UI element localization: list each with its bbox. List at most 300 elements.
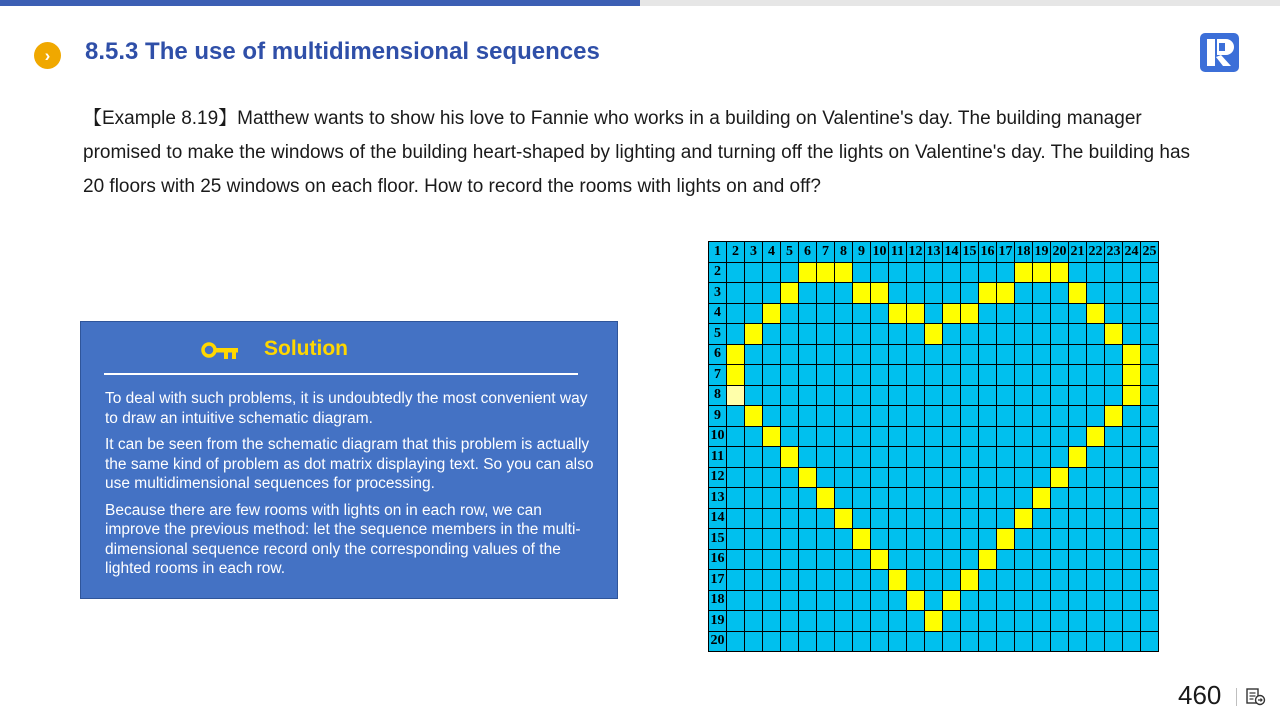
row-label: 18 [709,590,727,611]
window-off [907,262,925,283]
window-off [727,283,745,304]
window-off [817,611,835,632]
window-off [817,529,835,550]
window-lit [1123,344,1141,365]
window-off [1069,529,1087,550]
window-off [979,426,997,447]
window-lit [871,549,889,570]
window-off [871,406,889,427]
window-off [763,406,781,427]
window-lit [1015,262,1033,283]
window-off [1051,488,1069,509]
window-off [1105,529,1123,550]
raqsoft-logo [1199,32,1240,73]
window-off [1123,324,1141,345]
column-label: 24 [1123,242,1141,263]
window-off [1141,385,1159,406]
column-label: 1 [709,242,727,263]
window-off [1069,508,1087,529]
window-lit [745,406,763,427]
window-off [763,324,781,345]
column-label: 13 [925,242,943,263]
window-off [853,447,871,468]
window-off [907,385,925,406]
window-off [763,631,781,652]
window-off [1069,570,1087,591]
window-off [1051,611,1069,632]
window-lit [799,467,817,488]
window-off [943,508,961,529]
window-off [781,303,799,324]
chevron-right-icon: › [34,42,61,69]
window-lit [835,508,853,529]
grid-row [709,508,1159,529]
window-off [799,570,817,591]
window-off [1051,303,1069,324]
window-off [943,344,961,365]
window-off [1123,447,1141,468]
window-off [727,467,745,488]
solution-paragraph: It can be seen from the schematic diagram that this problem is actually the same kind of problem as dot matrix displaying text. So you can also use multidimensional sequences for processing. [105,436,594,492]
grid-row [709,262,1159,283]
window-off [1051,283,1069,304]
window-off [817,631,835,652]
window-off [745,570,763,591]
window-off [727,303,745,324]
window-off [1105,303,1123,324]
window-off [1015,488,1033,509]
window-off [961,283,979,304]
window-off [1105,467,1123,488]
progress-bar [0,0,1280,6]
window-off [979,303,997,324]
window-off [799,303,817,324]
window-off [961,447,979,468]
window-off [727,590,745,611]
row-label: 20 [709,631,727,652]
window-off [1051,549,1069,570]
window-off [1051,529,1069,550]
window-off [1141,508,1159,529]
window-off [907,406,925,427]
window-off [979,611,997,632]
window-off [1105,447,1123,468]
window-off [1123,283,1141,304]
grid-row [709,406,1159,427]
window-off [799,283,817,304]
window-off [889,324,907,345]
window-off [907,447,925,468]
column-label: 8 [835,242,853,263]
row-label: 3 [709,283,727,304]
window-off [799,324,817,345]
window-off [889,406,907,427]
window-lit [961,303,979,324]
window-off [1087,488,1105,509]
window-lit [1033,262,1051,283]
window-off [1033,447,1051,468]
grid-row [709,570,1159,591]
window-off [1087,590,1105,611]
window-off [961,426,979,447]
window-off [925,631,943,652]
window-off [997,590,1015,611]
window-off [1051,426,1069,447]
window-off [1069,426,1087,447]
grid-row [709,590,1159,611]
window-off [943,365,961,386]
window-off [727,488,745,509]
window-off [871,385,889,406]
window-off [925,283,943,304]
window-off [943,447,961,468]
window-off [1141,426,1159,447]
window-lit [763,426,781,447]
row-label: 14 [709,508,727,529]
window-off [1015,324,1033,345]
window-off [1087,365,1105,386]
window-off [1105,611,1123,632]
window-lit [817,262,835,283]
window-lit [1105,324,1123,345]
window-lit [961,570,979,591]
window-off [745,611,763,632]
window-off [1033,324,1051,345]
solution-paragraph: Because there are few rooms with lights on in each row, we can improve the previous method: let the sequence members in the multi-dimensional sequence record only the corresponding values of the lighted rooms in each row. [105,501,581,577]
window-off [745,488,763,509]
window-off [1141,262,1159,283]
window-off [979,467,997,488]
window-off [1051,365,1069,386]
window-off [1105,385,1123,406]
window-off [817,385,835,406]
window-lit [835,262,853,283]
window-off [925,447,943,468]
window-off [997,385,1015,406]
row-label: 2 [709,262,727,283]
window-off [925,426,943,447]
row-label: 10 [709,426,727,447]
window-off [853,631,871,652]
window-off [799,508,817,529]
window-off [871,529,889,550]
window-grid [708,241,1159,652]
window-off [871,611,889,632]
window-off [835,467,853,488]
grid-row [709,283,1159,304]
window-off [835,529,853,550]
window-off [1015,365,1033,386]
window-off [943,467,961,488]
column-label: 18 [1015,242,1033,263]
window-off [763,590,781,611]
row-label: 15 [709,529,727,550]
window-off [943,262,961,283]
grid-row [709,365,1159,386]
window-off [763,549,781,570]
window-off [1105,344,1123,365]
window-off [853,570,871,591]
column-label: 15 [961,242,979,263]
window-off [763,570,781,591]
window-off [763,529,781,550]
window-off [1015,303,1033,324]
window-off [1051,406,1069,427]
window-off [925,508,943,529]
window-off [1015,426,1033,447]
window-off [907,570,925,591]
window-lit [889,303,907,324]
window-off [1123,262,1141,283]
window-off [1123,467,1141,488]
window-off [1015,447,1033,468]
window-off [1141,303,1159,324]
window-off [961,590,979,611]
window-off [1105,262,1123,283]
window-off [871,467,889,488]
window-lit [1033,488,1051,509]
window-off [997,406,1015,427]
grid-row [709,344,1159,365]
document-arrow-icon[interactable] [1246,688,1266,706]
window-lit [763,303,781,324]
window-off [1069,549,1087,570]
window-off [1141,529,1159,550]
window-off [745,467,763,488]
row-label: 4 [709,303,727,324]
window-off [1015,385,1033,406]
window-off [745,283,763,304]
column-label: 2 [727,242,745,263]
window-off [745,426,763,447]
window-off [835,570,853,591]
window-off [979,529,997,550]
window-lit [979,283,997,304]
window-off [889,385,907,406]
window-off [889,344,907,365]
window-off [781,324,799,345]
window-off [1141,324,1159,345]
grid-row [709,324,1159,345]
window-off [1141,570,1159,591]
window-off [943,488,961,509]
window-off [799,590,817,611]
window-off [1123,570,1141,591]
window-off [781,426,799,447]
window-off [727,631,745,652]
grid-row [709,426,1159,447]
window-off [997,262,1015,283]
window-off [871,365,889,386]
window-off [1033,529,1051,550]
window-off [907,488,925,509]
window-off [907,611,925,632]
window-off [1015,406,1033,427]
window-off [961,467,979,488]
window-off [835,406,853,427]
window-off [1015,631,1033,652]
window-off [1069,365,1087,386]
window-lit [817,488,835,509]
window-off [799,549,817,570]
window-off [853,262,871,283]
window-off [889,488,907,509]
window-off [1087,385,1105,406]
column-label: 17 [997,242,1015,263]
window-off [853,385,871,406]
window-off [961,385,979,406]
window-off [1141,365,1159,386]
window-off [799,385,817,406]
window-off [925,344,943,365]
window-off [853,488,871,509]
window-lit [979,549,997,570]
window-off [745,631,763,652]
solution-panel [80,321,618,599]
window-off [781,488,799,509]
window-off [1015,344,1033,365]
window-off [961,324,979,345]
grid-row [709,631,1159,652]
window-off [727,570,745,591]
window-off [745,590,763,611]
window-lit [1069,447,1087,468]
window-off [1033,611,1051,632]
window-off [1105,570,1123,591]
window-off [979,365,997,386]
window-off [997,426,1015,447]
window-off [1069,611,1087,632]
solution-body [105,389,601,586]
window-off [817,303,835,324]
window-off [1051,324,1069,345]
column-label: 22 [1087,242,1105,263]
window-off [943,631,961,652]
window-off [1051,385,1069,406]
window-off [799,611,817,632]
window-off [835,549,853,570]
window-off [1033,549,1051,570]
window-off [943,570,961,591]
row-label: 12 [709,467,727,488]
window-off [871,508,889,529]
window-off [1069,467,1087,488]
window-off [961,365,979,386]
window-off [871,344,889,365]
window-off [1123,426,1141,447]
window-off [997,467,1015,488]
window-off [727,262,745,283]
divider [104,373,578,375]
window-off [781,406,799,427]
grid-row [709,488,1159,509]
window-off [763,344,781,365]
window-off [1069,344,1087,365]
window-off [1141,406,1159,427]
window-off [889,283,907,304]
window-off [943,549,961,570]
window-off [925,365,943,386]
window-off [907,365,925,386]
window-lit [1087,303,1105,324]
window-off [1033,570,1051,591]
window-off [925,488,943,509]
column-label: 14 [943,242,961,263]
grid-row [709,242,1159,263]
page-title: 8.5.3 The use of multidimensional sequences [85,38,600,65]
window-off [763,508,781,529]
row-label: 13 [709,488,727,509]
window-off [907,467,925,488]
window-off [835,590,853,611]
row-label: 6 [709,344,727,365]
window-off [943,426,961,447]
window-off [1015,467,1033,488]
column-label: 19 [1033,242,1051,263]
window-off [871,631,889,652]
row-label: 5 [709,324,727,345]
window-off [727,324,745,345]
window-off [817,549,835,570]
grid-row [709,447,1159,468]
window-off [961,344,979,365]
window-off [943,611,961,632]
window-off [961,262,979,283]
column-label: 21 [1069,242,1087,263]
window-off [925,570,943,591]
window-lit [889,570,907,591]
window-lit [997,529,1015,550]
window-off [1087,529,1105,550]
window-lit [1051,262,1069,283]
window-off [853,365,871,386]
column-label: 23 [1105,242,1123,263]
window-off [1141,631,1159,652]
window-off [979,324,997,345]
window-off [889,426,907,447]
window-lit [853,529,871,550]
window-off [853,508,871,529]
window-off [925,406,943,427]
window-off [889,529,907,550]
window-off [997,365,1015,386]
window-off [997,611,1015,632]
window-off [871,590,889,611]
window-off [1033,283,1051,304]
window-off [961,611,979,632]
row-label: 16 [709,549,727,570]
window-off [943,324,961,345]
window-off [1051,590,1069,611]
window-lit [1087,426,1105,447]
window-off [979,447,997,468]
window-off [1015,590,1033,611]
column-label: 20 [1051,242,1069,263]
window-off [961,488,979,509]
window-off [727,447,745,468]
window-off [1087,549,1105,570]
window-off [817,365,835,386]
window-off [1033,406,1051,427]
window-off [907,529,925,550]
row-label: 9 [709,406,727,427]
window-off [1123,631,1141,652]
window-off [1015,570,1033,591]
window-off [727,426,745,447]
window-off [799,365,817,386]
window-off [1087,611,1105,632]
window-off [1051,447,1069,468]
